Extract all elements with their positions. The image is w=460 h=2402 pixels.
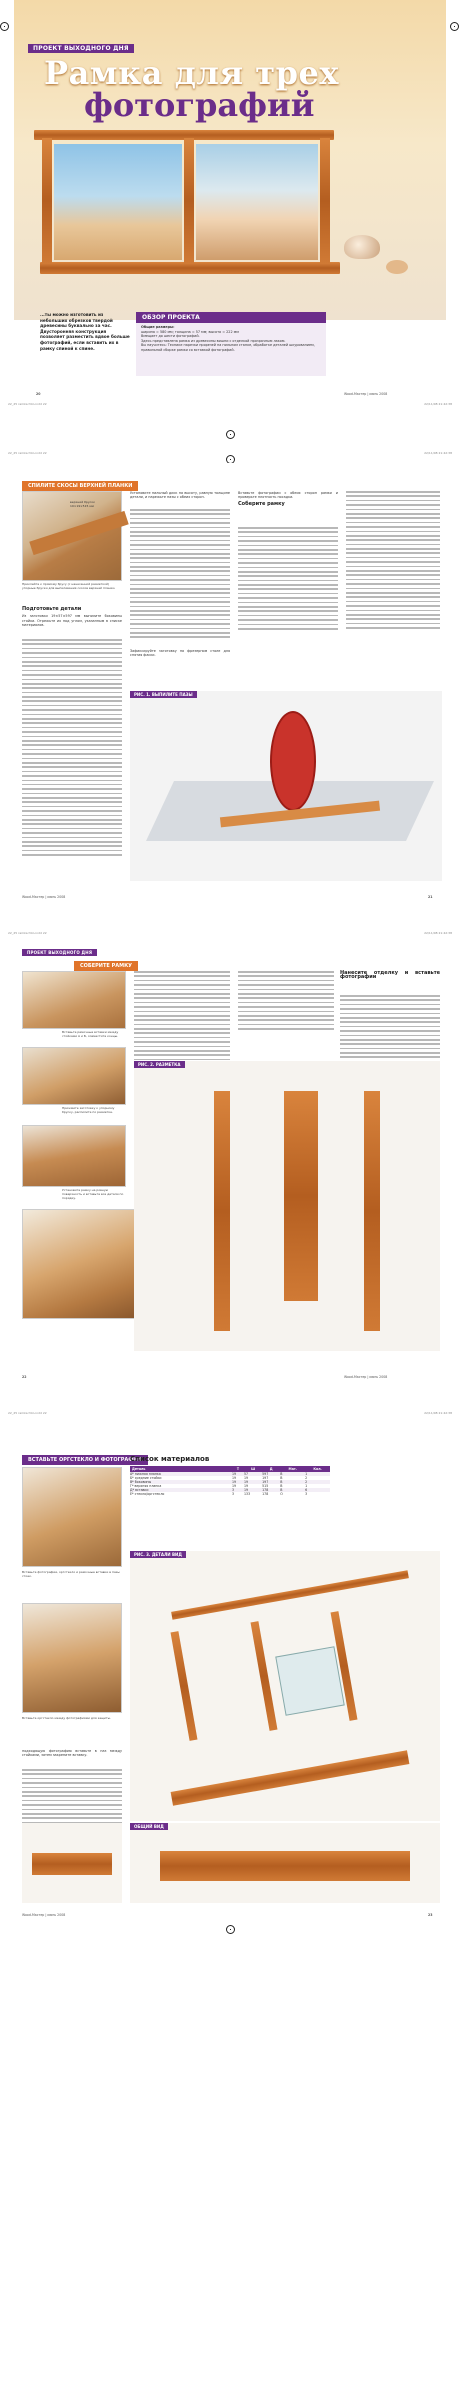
spread-2 [0, 445, 460, 925]
seashell-decoration [344, 235, 380, 259]
text-column-2b [130, 649, 230, 660]
text-column-3 [238, 491, 338, 509]
sheet-slug [8, 1411, 452, 1417]
exploded-top-rail [171, 1570, 409, 1620]
exploded-post-2 [251, 1621, 278, 1731]
paragraph: Из заготовки 19×57×597 мм выпилите боковины стойки. Отрежьте их под углом, указанным в списке материалов. [22, 614, 122, 628]
sheet-slug-right: 22/11/08 21:42:38 [424, 402, 452, 406]
step-tag: СОБЕРИТЕ РАМКУ [74, 961, 138, 971]
frame-photo-1 [54, 144, 182, 260]
materials-col: Деталь [132, 1467, 146, 1471]
heading-assembly: Соберите рамку [238, 500, 285, 507]
sheet-slug [8, 402, 452, 408]
post-drawing-3 [364, 1091, 380, 1331]
exploded-glass [275, 1646, 345, 1716]
table-row: Д* вставки 3 19 178 В 6 [130, 1488, 330, 1492]
figure-1-label: РИС. 1. ВЫПИЛИТЕ ПАЗЫ [130, 691, 197, 698]
sheet-slug-left: 22_25 ramka foto.indd 22 [8, 931, 47, 935]
exploded-base [171, 1750, 410, 1805]
cover-intro: ...ты можно изготовить из небольших обрезков твердой древесины буквально за час. Двусторонняя конструкция позволяет разместить вдвое больше фотографий, если вставить их в рамку спиной к спине. [40, 312, 130, 351]
registration-mark [226, 1925, 235, 1934]
overview-item: Общие размеры: [141, 325, 175, 329]
sheet-slug-right: 22/11/08 21:42:38 [424, 1411, 452, 1415]
materials-col: Т [236, 1467, 240, 1471]
registration-mark [450, 22, 459, 31]
frame-photo-2 [196, 144, 318, 260]
body-text-lines [238, 527, 338, 632]
sheet-slug-left: 22_25 ramka foto.indd 22 [8, 1411, 47, 1415]
post-drawing-1 [214, 1091, 230, 1331]
cover-title-line1: Рамка для трех [44, 54, 339, 92]
text-column-1 [22, 607, 122, 630]
overview-item: Вмещает до шести фотографий. [141, 334, 200, 339]
jig-label: верхний брусок 19×19×515 мм [70, 500, 95, 508]
paragraph: Установите пильный диск на высоту, равную толщине детали, и нарежьте пазы с обеих сторон. [130, 491, 230, 500]
assembly-caption-1: Вставьте рамочные вставки между стойками А и Б, совместите концы. [62, 1030, 119, 1038]
materials-title: Список материалов [130, 1455, 210, 1463]
materials-col: Кол. [313, 1467, 322, 1471]
table-row: Г* верхняя планка 19 19 515 В 1 [130, 1484, 308, 1488]
photo-frame-image [34, 130, 344, 280]
table-row: А* нижняя планка 19 57 597 В 1 [130, 1472, 330, 1476]
jig-board [29, 511, 128, 555]
saw-blade [270, 711, 316, 811]
page-footer: Wood-Мастер | июнь 2008 [22, 895, 66, 899]
assembly-photo-3 [22, 1125, 126, 1187]
text-column-bottom [22, 1749, 122, 1760]
page-footer: Wood-Мастер | июнь 2008 [344, 1375, 388, 1379]
paragraph: Зафиксируйте заготовку на фрезерном столе для снятия фаски. [130, 649, 230, 658]
general-view-label: ОБЩИЙ ВИД [130, 1823, 168, 1830]
spread-1 [0, 0, 460, 445]
step-tag: СПИЛИТЕ СКОСЫ ВЕРХНЕЙ ПЛАНКИ [22, 481, 138, 491]
sheet-slug-left: 22_25 ramka foto.indd 22 [8, 451, 47, 455]
cover-title-line2: фотографий [84, 86, 315, 124]
insert-photo-1 [22, 1467, 122, 1567]
general-view [130, 1823, 440, 1903]
heading-parts: Подготовьте детали [22, 606, 82, 612]
figure-1 [130, 691, 442, 881]
figure-2 [134, 1061, 440, 1351]
section-tag: ПРОЕКТ ВЫХОДНОГО ДНЯ [28, 44, 134, 53]
page-number: 23 [428, 1913, 433, 1917]
assembly-caption-3: Установите рамку на ровную поверхность и вставьте все детали по порядку. [62, 1188, 124, 1200]
figure-3-label: РИС. 3. ДЕТАЛИ ВИД [130, 1551, 186, 1558]
spread-4 [0, 1405, 460, 2402]
table-row: В* боковины 19 19 197 В 2 [130, 1480, 330, 1484]
body-text-lines [22, 639, 122, 859]
paragraph: подходящую фотографию вставьте в паз между стойками, затем закрепите вставку. [22, 1749, 122, 1758]
overview-box [136, 312, 326, 376]
table-row: Б* средние стойки 19 19 197 В 2 [130, 1476, 308, 1480]
sheet-slug-right: 22/11/08 21:42:38 [424, 451, 452, 455]
overview-item: Здесь представлена рамка из древесины вишни с отделкой прозрачным лаком. [141, 338, 286, 343]
post-drawing-2 [284, 1091, 318, 1301]
page-number: 22 [22, 1375, 27, 1379]
assembly-caption-2: Прижмите заготовку к упорному бруску, распилите по разметке. [62, 1106, 115, 1114]
table-row: Е* стекло/оргстекло 3 133 178 О 3 [130, 1492, 308, 1496]
insert-photo-2 [22, 1603, 122, 1713]
frame-post-right [320, 138, 330, 264]
materials-col: Д [269, 1467, 273, 1471]
general-view-frame [160, 1851, 410, 1881]
heading-finish: Нанесите отделку и вставьте фотографии [340, 970, 440, 981]
insert-caption-2: Вставьте оргстекло между фотографиями для защиты. [22, 1716, 111, 1720]
materials-col: Ш [251, 1467, 256, 1471]
page-22 [14, 943, 446, 1383]
figure-3 [130, 1551, 440, 1821]
figure-2-label: РИС. 2. РАЗМЕТКА [134, 1061, 185, 1068]
sheet-slug [8, 931, 452, 937]
page-23 [14, 1423, 446, 2383]
overview-item: ширина = 580 мм; толщина = 57 мм; высота = 222 мм [141, 329, 239, 334]
materials-table [130, 1466, 330, 1496]
page-number: 21 [428, 895, 433, 899]
exploded-post-1 [171, 1631, 198, 1741]
body-text-lines [130, 509, 230, 641]
sheet-slug-left: 22_25 ramka foto.indd 22 [8, 402, 47, 406]
overview-title: ОБЗОР ПРОЕКТА [136, 312, 326, 323]
registration-mark [226, 430, 235, 439]
overview-item: Вы научитесь: Технике нарезки прорезей на пильном станке, обработке деталей шкурованием, правильной сборке рамки со вставкой фотографий. [141, 343, 315, 352]
page-21 [14, 463, 446, 903]
starfish-decoration [386, 260, 408, 274]
frame-post-mid [184, 138, 194, 264]
assembly-photo-2 [22, 1047, 126, 1105]
page-footer: Wood-Мастер | июнь 2008 [22, 1913, 66, 1917]
frame-post-left [42, 138, 52, 264]
general-view-small [22, 1823, 122, 1903]
body-text-lines [346, 491, 440, 632]
materials-col: Мат. [288, 1467, 297, 1471]
jig-caption: Приклейте к прямому брусу (с нанесенной разметкой) упорные бруски для выпиливания скосов верхней планки. [22, 582, 116, 590]
sheet-slug-right: 22/11/08 21:42:38 [424, 931, 452, 935]
page-cover [14, 0, 446, 445]
general-view-frame-small [32, 1853, 112, 1875]
insert-caption-1: Вставьте фотографии, оргстекло и рамочные вставки в пазы стоек. [22, 1570, 120, 1578]
materials-list [130, 1455, 440, 1496]
page-footer: Wood-Мастер | июнь 2008 [344, 392, 388, 396]
registration-mark [0, 22, 9, 31]
paragraph: Вставьте фотографии с обеих сторон рамки и проверьте плотность посадки. [238, 491, 338, 500]
body-text-lines [340, 995, 440, 1065]
section-tag: ПРОЕКТ ВЫХОДНОГО ДНЯ [22, 949, 97, 956]
assembly-photo-1 [22, 971, 126, 1029]
body-text-lines [238, 971, 334, 1032]
spread-3 [0, 925, 460, 1405]
text-column-2 [130, 491, 230, 502]
text-column-finish [340, 971, 440, 983]
step-tag: ВСТАВЬТЕ ОРГСТЕКЛО И ФОТОГРАФИИ [22, 1455, 148, 1465]
page-number: 20 [36, 392, 41, 396]
